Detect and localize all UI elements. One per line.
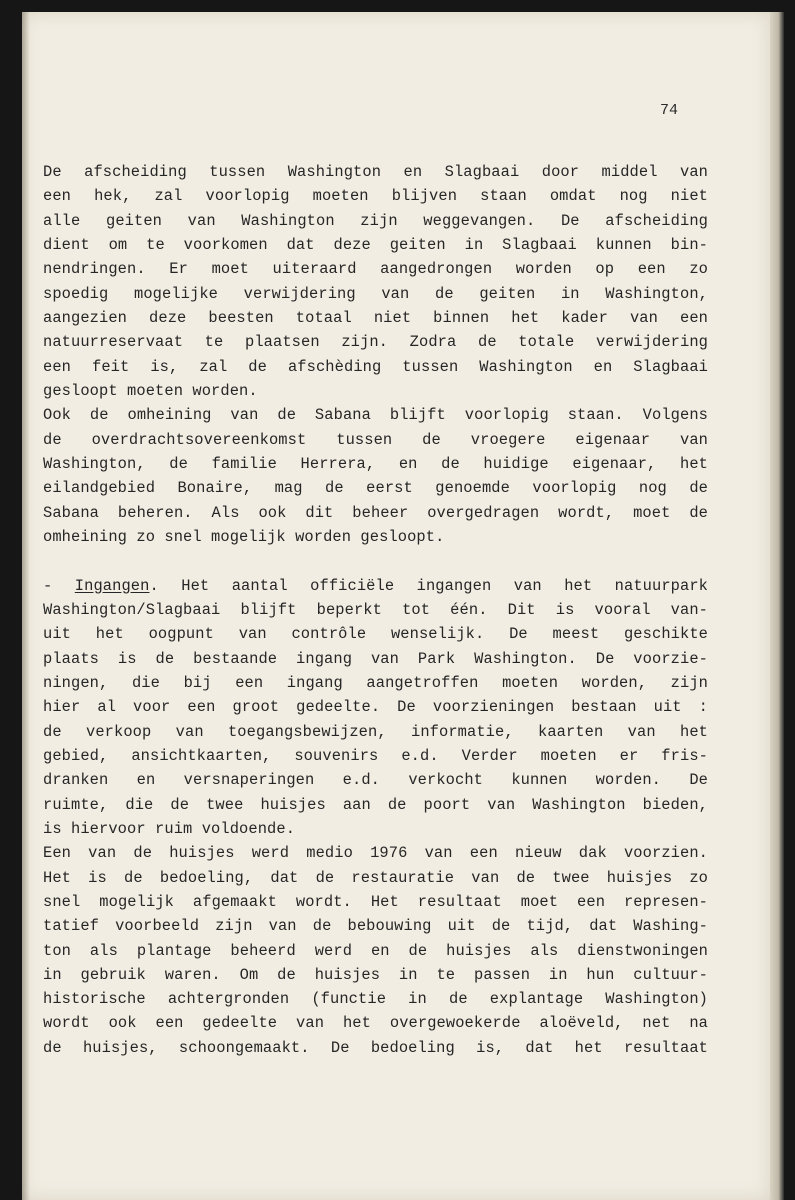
paragraph-sabana-fence <box>43 403 708 549</box>
text-line: wordt ook een gedeelte van het overgewoekerde aloëveld, net na <box>43 1014 708 1033</box>
text-line: de overdrachtsovereenkomst tussen de vroegere eigenaar van <box>43 430 708 449</box>
text-line: gesloopt moeten worden. <box>43 381 258 400</box>
text-line: dranken en versnaperingen e.d. verkocht kunnen worden. De <box>43 771 708 790</box>
text-line: de huisjes, schoongemaakt. De bedoeling is, dat het resultaat <box>43 1038 708 1057</box>
text-line: aangezien deze beesten totaal niet binnen het kader van een <box>43 308 708 327</box>
paragraph-goat-fence <box>43 160 708 403</box>
text-line <box>43 574 708 598</box>
paragraph-huisjes <box>43 841 708 1060</box>
text-line: in gebruik waren. Om de huisjes in te passen in hun cultuur- <box>43 965 708 984</box>
section-ingangen <box>43 574 708 842</box>
text-line: Een van de huisjes werd medio 1976 van een nieuw dak voorzien. <box>43 844 708 863</box>
text-line: Sabana beheren. Als ook dit beheer overgedragen wordt, moet de <box>43 503 708 522</box>
text-line: Ook de omheining van de Sabana blijft voorlopig staan. Volgens <box>43 406 708 425</box>
text-line: natuurreservaat te plaatsen zijn. Zodra de totale verwijdering <box>43 333 708 352</box>
text-line: ruimte, die de twee huisjes aan de poort van Washington bieden, <box>43 795 708 814</box>
paragraph-gap <box>43 549 708 573</box>
text-line: nendringen. Er moet uiteraard aangedrongen worden op een zo <box>43 260 708 279</box>
text-line: De afscheiding tussen Washington en Slagbaai door middel van <box>43 163 708 181</box>
text-line: ton als plantage beheerd werd en de huisjes als dienstwoningen <box>43 941 708 960</box>
text-line: Het is de bedoeling, dat de restauratie van de twee huisjes zo <box>43 868 708 887</box>
text-line: uit het oogpunt van contrôle wenselijk. De meest geschikte <box>43 625 708 644</box>
text-line: historische achtergronden (functie in de explantage Washington) <box>43 990 708 1009</box>
text-line: omheining zo snel mogelijk worden gesloopt. <box>43 527 445 546</box>
text-line: alle geiten van Washington zijn weggevangen. De afscheiding <box>43 211 708 230</box>
text-line: Washington, de familie Herrera, en de huidige eigenaar, het <box>43 454 708 473</box>
text-line: tatief voorbeeld zijn van de bebouwing uit de tijd, dat Washing- <box>43 917 708 936</box>
text-line: hier al voor een groot gedeelte. De voorzieningen bestaan uit : <box>43 698 708 717</box>
text-line: ningen, die bij een ingang aangetroffen moeten worden, zijn <box>43 673 708 692</box>
binding-shadow <box>22 12 30 1200</box>
text-line: een feit is, zal de afschèding tussen Washington en Slagbaai <box>43 357 708 376</box>
text-line: eilandgebied Bonaire, mag de eerst genoemde voorlopig nog de <box>43 479 708 498</box>
body-text <box>43 160 708 1060</box>
text-fragment: . Het aantal officiële ingangen van het natuurpark <box>149 576 709 595</box>
text-line: de verkoop van toegangsbewijzen, informatie, kaarten van het <box>43 722 708 741</box>
text-line: plaats is de bestaande ingang van Park Washington. De voorzie- <box>43 649 708 668</box>
text-line: Washington/Slagbaai blijft beperkt tot één. Dit is vooral van- <box>43 600 708 619</box>
text-line: gebied, ansichtkaarten, souvenirs e.d. Verder moeten er fris- <box>43 746 708 765</box>
text-line: is hiervoor ruim voldoende. <box>43 819 296 838</box>
page-number: 74 <box>660 102 679 119</box>
text-line: een hek, zal voorlopig moeten blijven staan omdat nog niet <box>43 187 708 206</box>
section-heading: Ingangen <box>74 576 150 595</box>
text-line: spoedig mogelijke verwijdering van de geiten in Washington, <box>43 284 708 303</box>
bullet-dash: - <box>43 576 75 595</box>
page-edge <box>770 12 784 1200</box>
text-line: snel mogelijk afgemaakt wordt. Het resultaat moet een represen- <box>43 892 708 911</box>
text-line: dient om te voorkomen dat deze geiten in Slagbaai kunnen bin- <box>43 235 708 254</box>
